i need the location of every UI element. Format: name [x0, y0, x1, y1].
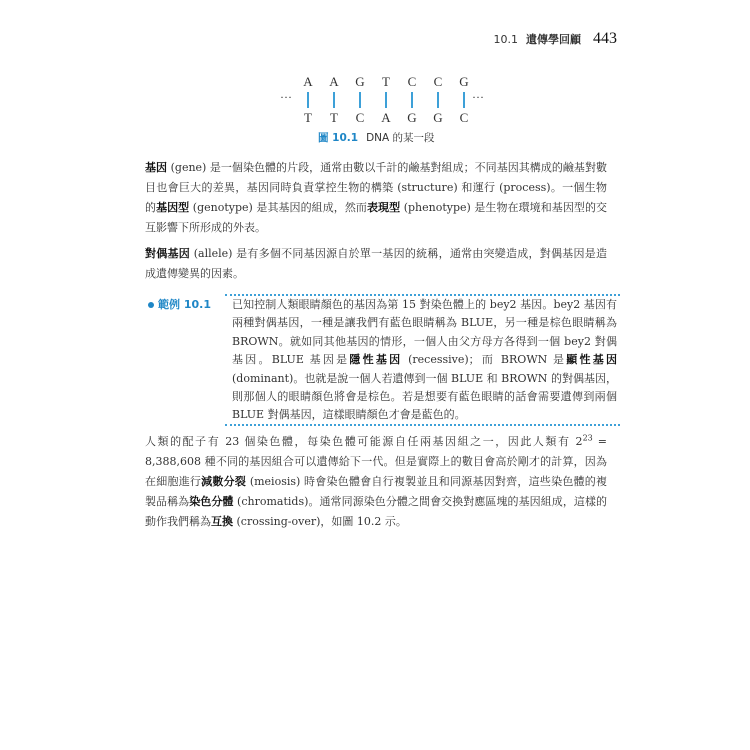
dna-base: T: [330, 110, 338, 125]
figure-caption-text: DNA 的某一段: [366, 132, 435, 144]
term-crossing-over: 互換: [211, 515, 233, 528]
term-chromatids: 染色分體: [189, 495, 234, 508]
base-pair-bond: [385, 92, 387, 108]
figure-label: 圖 10.1: [318, 132, 359, 144]
paragraph-gene: [145, 158, 607, 238]
base-pair-bond: [411, 92, 413, 108]
ellipsis-left: ···: [280, 90, 292, 104]
text: (crossing-over)，如圖 10.2 示。: [233, 515, 407, 528]
dna-base: A: [381, 110, 391, 125]
dna-base: T: [304, 110, 312, 125]
dna-base: C: [355, 110, 365, 125]
term-gene: 基因: [145, 161, 168, 174]
example-body: [232, 296, 617, 425]
text: (chromatids)。通常同源染色分體之間會交換對應區塊的基因組成，這樣的動作我們稱為: [145, 495, 608, 528]
example-bottom-rule: [225, 424, 620, 426]
bullet-icon: [148, 302, 154, 308]
dna-base: G: [459, 74, 469, 89]
dna-base: C: [407, 74, 417, 89]
term-dominant: 顯性基因: [566, 353, 618, 367]
term-allele: 對偶基因: [145, 247, 190, 260]
dna-base: C: [433, 74, 443, 89]
dna-top-strand: [280, 74, 480, 90]
term-phenotype: 表現型: [366, 201, 401, 214]
example-label: [148, 296, 211, 312]
base-pair-bond: [333, 92, 335, 108]
term-recessive: 隱性基因: [349, 353, 403, 367]
dna-base: G: [355, 74, 365, 89]
text: 人類的配子有 23 個染色體，每染色體可能源自任兩基因組之一，因此人類有 2: [145, 435, 583, 448]
text: = 8,388,608 種不同的基因組合可以遺傳給下一代。但是實際上的數目會高於剛才的計算，因為在細胞進行: [145, 435, 608, 488]
dna-base: G: [433, 110, 443, 125]
paragraph-meiosis: [145, 432, 607, 532]
dna-base: T: [382, 74, 390, 89]
example-label-text: 範例 10.1: [158, 298, 211, 311]
text: (allele) 是有多個不同基因源自於單一基因的統稱，通常由突變造成，對偶基因是造成遺傳變異的因素。: [145, 247, 607, 280]
base-pair-bond: [437, 92, 439, 108]
dna-diagram: [280, 74, 484, 125]
paragraph-allele: [145, 244, 607, 284]
dna-base: G: [407, 110, 417, 125]
exponent: 23: [582, 433, 593, 443]
base-pair-bond: [463, 92, 465, 108]
text: (recessive)；而 BROWN 是: [402, 353, 567, 367]
text: (dominant)。也就是說一個人若遺傳到一個 BLUE 和 BROWN 的對偶基因，則那個人的眼睛顏色將會是棕色。若是想要有藍色眼睛的話會需要遺傳到兩個 BLUE 對偶基因，這樣眼睛顏色才會是藍色的。: [232, 371, 617, 422]
ellipsis-right: ···: [472, 90, 484, 104]
text: (gene) 是一個染色體的片段，通常由數以千計的鹼基對組成；不同基因其構成的鹼基對數目也會巨大的差異，基因同時負責掌控生物的構築 (structure) 和運行 (process)。一個生物的: [145, 161, 607, 214]
figure-caption: [318, 130, 435, 145]
dna-base: A: [303, 74, 313, 89]
dna-bottom-strand: [280, 110, 480, 126]
term-genotype: 基因型: [156, 201, 190, 214]
section-number: 10.1: [493, 33, 518, 46]
dna-bonds: [280, 90, 484, 108]
text: 已知控制人類眼睛顏色的基因為第 15 對染色體上的 bey2 基因。bey2 基因有兩種對偶基因，一種是讓我們有藍色眼睛稱為 BLUE，另一種是棕色眼睛稱為 BROWN。就如同其他基因的情形，一個人由父方母方各得到一個 bey2 對偶基因。BLUE 基因是: [232, 298, 617, 367]
running-header: [494, 30, 618, 48]
base-pair-bond: [359, 92, 361, 108]
text: (phenotype) 是生物在環境和基因型的交互影響下所形成的外表。: [145, 201, 608, 234]
text: (genotype) 是其基因的組成，然而: [189, 201, 367, 214]
section-title: 遺傳學回顧: [526, 33, 581, 46]
dna-base: C: [459, 110, 469, 125]
page-number: 443: [593, 30, 617, 47]
base-pair-bond: [307, 92, 309, 108]
text: (meiosis) 時會染色體會自行複製並且和同源基因對齊，這些染色體的複製品稱為: [145, 475, 608, 508]
term-meiosis: 減數分裂: [201, 475, 247, 488]
dna-base: A: [329, 74, 339, 89]
example-box: [140, 292, 620, 426]
